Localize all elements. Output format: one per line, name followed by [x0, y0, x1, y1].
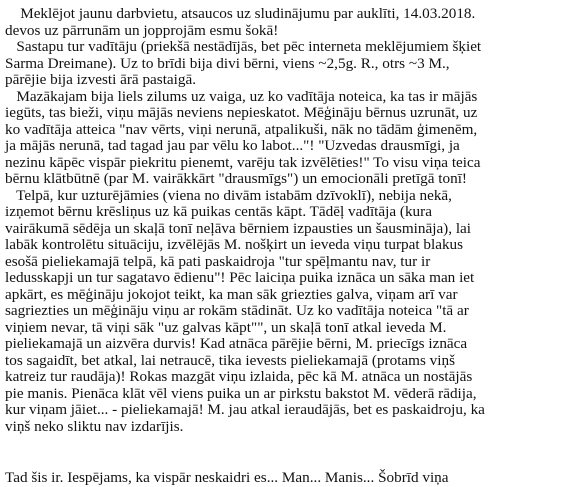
text-line: apkārt, es mēģināju jokojot teikt, ka man sāk griezties galva, viņam arī var	[5, 285, 458, 303]
text-line: katreiz tur raudāja)! Rokas mazgāt viņu izlaida, pēc kā M. atnāca un nostājās	[5, 368, 473, 385]
text-line: Sastapu tur vadītāju (priekšā nestādījās, bet pēc interneta meklējumiem šķiet	[5, 38, 482, 55]
text-line: labāk kontrolētu situāciju, izvēlējās M. nošķirt un ieveda viņu turpat blakus	[5, 236, 464, 253]
text-line: kur viņam jāiet... - pieliekamajā! M. jau atkal ieraudājās, bet es paskaidroju, ka	[5, 401, 485, 418]
text-line: ko vadītāja atteica "nav vērts, viņi nerunā, atpalikuši, nāk no tādām ģimenēm,	[5, 120, 478, 138]
text-line: ja mājās nerunā, tad tagad jau par vēlu ko labot..."! "Uzvedas drausmīgi, ja	[5, 137, 460, 154]
text-line: tos sagaidīt, bet atkal, lai netraucē, tika ievests pieliekamajā (protams viņš	[5, 351, 455, 369]
text-line: Telpā, kur uzturējāmies (viena no divām istabām dzīvoklī), nebija nekā,	[5, 186, 452, 204]
document-body	[5, 6, 571, 435]
text-line: pārējie bija izvesti ārā pastaigā.	[5, 71, 197, 88]
text-line: esošā pieliekamajā telpā, kā pati paskaidroja "tur spēļmantu nav, tur ir	[5, 252, 431, 270]
text-line: pie manis. Pienāca klāt vēl viens puika un ar pirkstu bakstot M. vēderā rādija,	[5, 384, 477, 402]
text-line: izņemot bērnu krēsliņus uz kā puikas centās kāpt. Tādēļ vadītāja (kura	[5, 203, 432, 220]
text-line: viņš neko sliktu nav izdarījis.	[5, 417, 184, 435]
cutoff-text-line: Tad šis ir. Iespējams, ka vispār neskaidri es... Man... Manis... Šobrīd viņa	[5, 469, 449, 486]
text-line: viņiem nevar, tā viņi sāk "uz galvas kāpt"", un skaļā tonī atkal ieveda M.	[5, 318, 447, 336]
text-line: devos uz pārrunām un jopprojām esmu šokā!	[5, 21, 279, 39]
text-line: Meklējot jaunu darbvietu, atsaucos uz sludinājumu par auklīti, 14.03.2018.	[5, 5, 476, 22]
text-line: Sarma Dreimane). Uz to brīdi bija divi bērni, viens ~2,5g. R., otrs ~3 M.,	[5, 54, 450, 72]
text-line: bērnu klātbūtnē (par M. vairākkārt "drausmīgs") un emocionāli pretīgā tonī!	[5, 170, 467, 187]
text-line: vairākumā sēdēja un skaļā tonī neļāva bērniem izpausties un šausmināja), lai	[5, 219, 472, 237]
text-line: sagriezties un mēģināju viņu ar rokām stādināt. Uz ko vadītāja noteica "tā ar	[5, 302, 469, 319]
text-line: Mazākajam bija liels zilums uz vaiga, uz ko vadītāja noteica, ka tas ir mājās	[5, 87, 478, 105]
text-line: nezinu kāpēc vispār piekritu pienemt, varēju tak izvēlēties!" To visu viņa teica	[5, 153, 481, 171]
text-line: ledusskapji un tur sagatavo ēdienu"! Pēc laiciņa puika iznāca un sāka man iet	[5, 269, 475, 286]
text-line: pieliekamajā un aizvēra durvis! Kad atnāca pārējie bērni, M. priecīgs iznāca	[5, 335, 468, 352]
text-line: iegūts, tas bieži, viņu mājās neviens nepieskatot. Mēģināju bērnus uzrunāt, uz	[5, 104, 478, 121]
